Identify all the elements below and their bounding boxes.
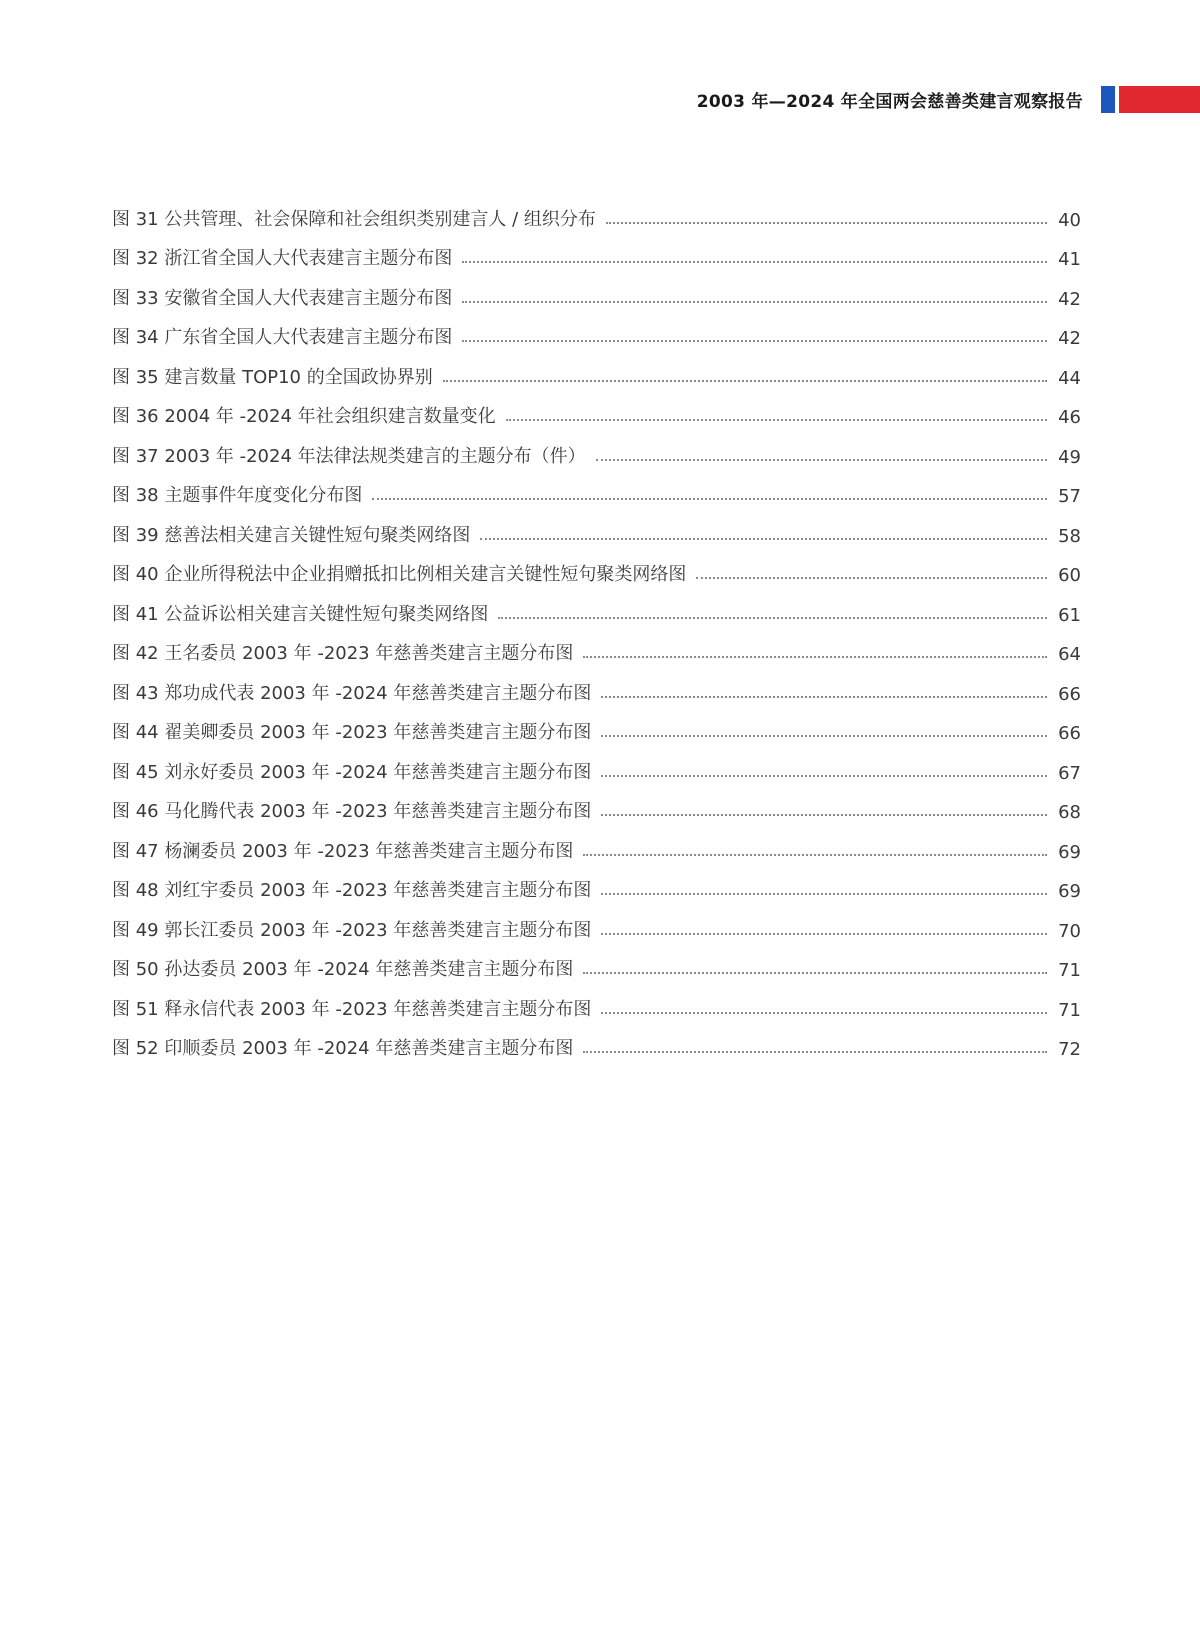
toc-entry-page-number: 46 — [1058, 407, 1081, 428]
toc-entry-label: 图 51 释永信代表 2003 年 -2023 年慈善类建言主题分布图 — [112, 998, 592, 1020]
toc-entry-label: 图 41 公益诉讼相关建言关键性短句聚类网络图 — [112, 603, 489, 625]
toc-entry-page-number: 64 — [1058, 644, 1081, 665]
toc-entry-page-number: 70 — [1058, 920, 1081, 942]
toc-entry-label: 图 36 2004 年 -2024 年社会组织建言数量变化 — [112, 406, 496, 427]
toc-entry-page-number: 40 — [1058, 209, 1081, 231]
toc-entry[interactable] — [112, 349, 1081, 389]
toc-entry-label: 图 34 广东省全国人大代表建言主题分布图 — [112, 327, 453, 348]
toc-entry-label: 图 33 安徽省全国人大代表建言主题分布图 — [112, 287, 453, 309]
toc-entry-page-number: 49 — [1058, 446, 1081, 468]
toc-entry[interactable] — [112, 942, 1081, 982]
toc-entry[interactable] — [112, 231, 1081, 271]
toc-entry[interactable] — [112, 507, 1081, 547]
toc-dot-leader — [696, 577, 1047, 579]
toc-entry-page-number: 66 — [1058, 683, 1081, 705]
toc-entry[interactable] — [112, 310, 1081, 350]
toc-entry[interactable] — [112, 705, 1081, 745]
toc-dot-leader — [498, 617, 1047, 619]
toc-dot-leader — [601, 696, 1047, 698]
toc-dot-leader — [462, 301, 1047, 303]
toc-entry-page-number: 41 — [1058, 249, 1081, 270]
toc-entry-page-number: 68 — [1058, 802, 1081, 823]
toc-entry-page-number: 57 — [1058, 486, 1081, 507]
toc-entry[interactable] — [112, 586, 1081, 626]
toc-dot-leader — [601, 814, 1047, 816]
toc-entry-label: 图 39 慈善法相关建言关键性短句聚类网络图 — [112, 524, 471, 546]
toc-dot-leader — [601, 735, 1047, 737]
figure-list — [112, 191, 1081, 1060]
toc-dot-leader — [372, 498, 1047, 500]
toc-entry-label: 图 32 浙江省全国人大代表建言主题分布图 — [112, 248, 453, 269]
toc-entry[interactable] — [112, 547, 1081, 587]
toc-entry-label: 图 52 印顺委员 2003 年 -2024 年慈善类建言主题分布图 — [112, 1038, 574, 1059]
toc-dot-leader — [601, 893, 1047, 895]
toc-entry-label: 图 35 建言数量 TOP10 的全国政协界别 — [112, 366, 433, 388]
toc-entry-label: 图 37 2003 年 -2024 年法律法规类建言的主题分布（件） — [112, 445, 586, 467]
toc-dot-leader — [583, 1051, 1047, 1053]
toc-entry-page-number: 60 — [1058, 565, 1081, 586]
toc-entry-label: 图 43 郑功成代表 2003 年 -2024 年慈善类建言主题分布图 — [112, 682, 592, 704]
toc-entry-label: 图 46 马化腾代表 2003 年 -2023 年慈善类建言主题分布图 — [112, 801, 592, 822]
toc-entry-page-number: 42 — [1058, 288, 1081, 310]
toc-entry-label: 图 42 王名委员 2003 年 -2023 年慈善类建言主题分布图 — [112, 643, 574, 664]
toc-entry-label: 图 44 翟美卿委员 2003 年 -2023 年慈善类建言主题分布图 — [112, 722, 592, 743]
toc-entry[interactable] — [112, 823, 1081, 863]
toc-entry-label: 图 47 杨澜委员 2003 年 -2023 年慈善类建言主题分布图 — [112, 840, 574, 862]
toc-entry-label: 图 50 孙达委员 2003 年 -2024 年慈善类建言主题分布图 — [112, 959, 574, 980]
toc-entry-label: 图 48 刘红宇委员 2003 年 -2023 年慈善类建言主题分布图 — [112, 880, 592, 901]
toc-entry[interactable] — [112, 902, 1081, 942]
toc-entry[interactable] — [112, 784, 1081, 824]
toc-entry-label: 图 31 公共管理、社会保障和社会组织类别建言人 / 组织分布 — [112, 208, 596, 230]
header-accent-blue — [1101, 86, 1115, 113]
toc-entry[interactable] — [112, 428, 1081, 468]
toc-dot-leader — [596, 459, 1047, 461]
toc-entry-label: 图 38 主题事件年度变化分布图 — [112, 485, 363, 506]
toc-entry[interactable] — [112, 626, 1081, 666]
toc-entry-label: 图 45 刘永好委员 2003 年 -2024 年慈善类建言主题分布图 — [112, 761, 592, 783]
page-header — [0, 82, 1200, 112]
toc-entry[interactable] — [112, 1021, 1081, 1061]
toc-entry[interactable] — [112, 270, 1081, 310]
header-accent-red — [1119, 86, 1200, 113]
toc-entry[interactable] — [112, 981, 1081, 1021]
toc-dot-leader — [583, 972, 1047, 974]
report-title: 2003 年—2024 年全国两会慈善类建言观察报告 — [696, 92, 1083, 112]
toc-entry-page-number: 71 — [1058, 960, 1081, 981]
toc-dot-leader — [480, 538, 1047, 540]
toc-entry[interactable] — [112, 863, 1081, 903]
toc-entry[interactable] — [112, 665, 1081, 705]
toc-dot-leader — [601, 933, 1047, 935]
toc-entry-label: 图 40 企业所得税法中企业捐赠抵扣比例相关建言关键性短句聚类网络图 — [112, 564, 687, 585]
toc-entry-page-number: 42 — [1058, 328, 1081, 349]
toc-entry-page-number: 58 — [1058, 525, 1081, 547]
toc-entry-page-number: 72 — [1058, 1039, 1081, 1060]
toc-entry-page-number: 69 — [1058, 881, 1081, 902]
toc-entry-page-number: 67 — [1058, 762, 1081, 784]
toc-entry-label: 图 49 郭长江委员 2003 年 -2023 年慈善类建言主题分布图 — [112, 919, 592, 941]
toc-dot-leader — [601, 1012, 1047, 1014]
toc-entry-page-number: 66 — [1058, 723, 1081, 744]
toc-dot-leader — [601, 775, 1047, 777]
toc-dot-leader — [506, 419, 1047, 421]
toc-entry-page-number: 69 — [1058, 841, 1081, 863]
toc-dot-leader — [462, 261, 1047, 263]
toc-dot-leader — [443, 380, 1047, 382]
toc-entry-page-number: 61 — [1058, 604, 1081, 626]
toc-entry-page-number: 44 — [1058, 367, 1081, 389]
toc-dot-leader — [462, 340, 1047, 342]
toc-dot-leader — [606, 222, 1047, 224]
toc-dot-leader — [583, 656, 1047, 658]
toc-entry[interactable] — [112, 468, 1081, 508]
toc-entry[interactable] — [112, 191, 1081, 231]
toc-entry[interactable] — [112, 744, 1081, 784]
toc-entry-page-number: 71 — [1058, 999, 1081, 1021]
toc-entry[interactable] — [112, 389, 1081, 429]
toc-dot-leader — [583, 854, 1047, 856]
